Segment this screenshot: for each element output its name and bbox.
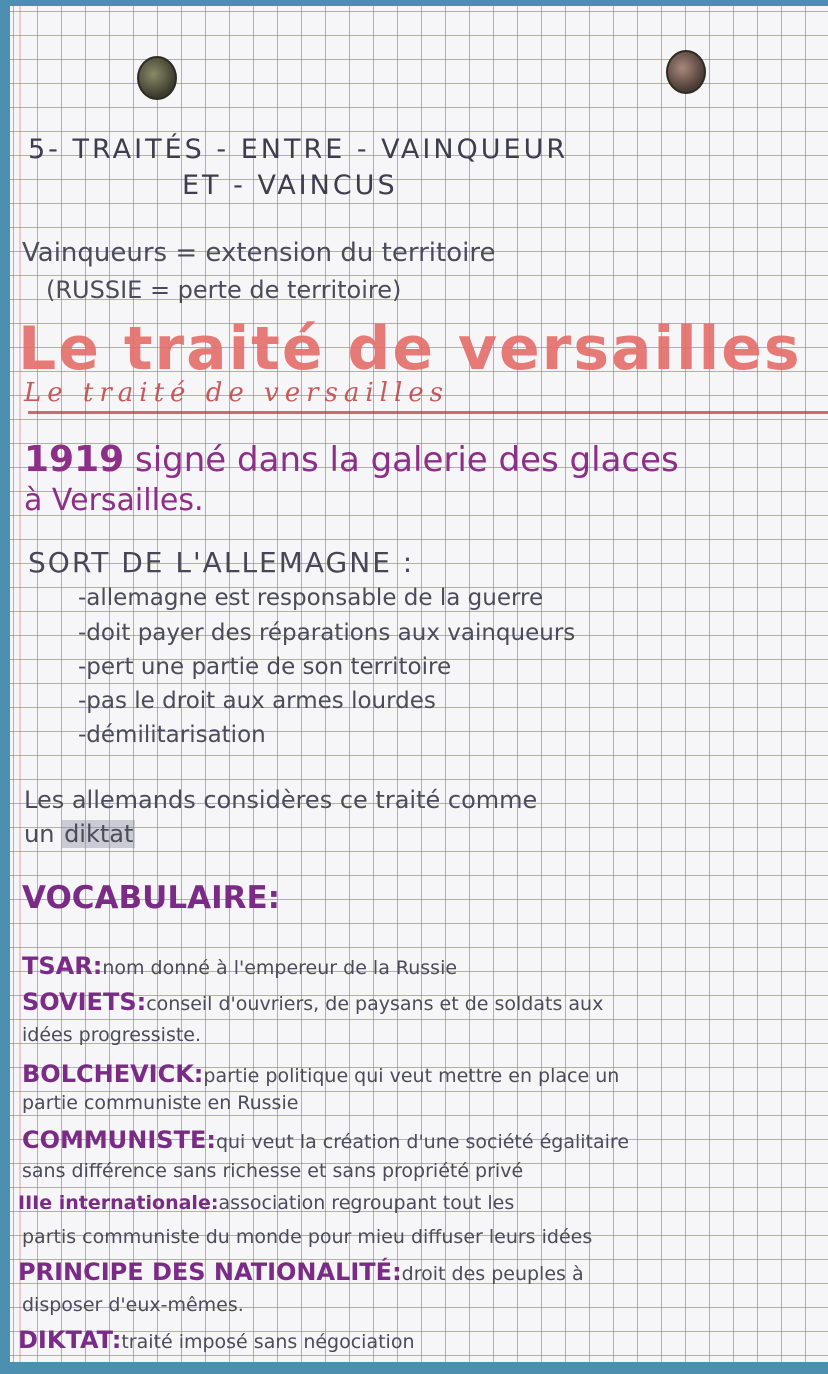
title-line-1 bbox=[28, 134, 568, 165]
title-line-2 bbox=[182, 170, 398, 201]
punch-hole-left bbox=[137, 56, 177, 100]
vocab-term: IIIe internationale: bbox=[18, 1192, 219, 1214]
diktat-note-highlight: diktat bbox=[64, 820, 134, 848]
vocab-term: SOVIETS: bbox=[22, 988, 147, 1016]
vocab-term: DIKTAT: bbox=[18, 1326, 122, 1354]
diktat-note-line-1: Les allemands considères ce traité comme bbox=[24, 786, 538, 814]
vocab-term: BOLCHEVICK: bbox=[22, 1060, 204, 1088]
signed-year: 1919 bbox=[24, 439, 125, 480]
vocab-item-principe-cont: disposer d'eux-mêmes. bbox=[22, 1294, 244, 1316]
vocab-def: conseil d'ouvriers, de paysans et de soldats aux bbox=[146, 993, 604, 1015]
germany-bullet-3: -pert une partie de son territoire bbox=[78, 654, 452, 680]
vocab-item-communiste-cont: sans différence sans richesse et sans propriété privé bbox=[22, 1160, 524, 1182]
heading-versailles: Le traité de versailles bbox=[18, 314, 802, 384]
signed-line-1 bbox=[24, 439, 679, 480]
vocab-item-communiste bbox=[22, 1126, 629, 1154]
notebook-card bbox=[10, 6, 828, 1362]
vocab-def: partie politique qui veut mettre en place un bbox=[203, 1065, 620, 1087]
vocab-def: qui veut la création d'une société égalitaire bbox=[215, 1131, 630, 1153]
signed-text: signé dans la galerie des glaces bbox=[124, 440, 679, 480]
vocab-item-soviets-cont: idées progressiste. bbox=[22, 1024, 202, 1046]
vocab-def: traité imposé sans négociation bbox=[121, 1331, 415, 1353]
diktat-note-prefix: un bbox=[24, 820, 63, 848]
germany-title: SORT DE L'ALLEMAGNE : bbox=[28, 546, 415, 579]
vocab-term: PRINCIPE DES NATIONALITÉ: bbox=[18, 1258, 402, 1286]
intro-line-2: (RUSSIE = perte de territoire) bbox=[46, 276, 402, 304]
vocab-term: TSAR: bbox=[22, 952, 103, 980]
intro-line-1: Vainqueurs = extension du territoire bbox=[22, 238, 496, 268]
germany-bullet-4: -pas le droit aux armes lourdes bbox=[78, 688, 436, 714]
vocab-item-bolchevick-cont: partie communiste en Russie bbox=[22, 1092, 299, 1114]
heading-versailles-underscript: Le traité de versailles bbox=[24, 378, 450, 408]
vocab-title: VOCABULAIRE: bbox=[22, 880, 281, 916]
title-text-1: 5- TRAITÉS - ENTRE - VAINQUEUR bbox=[28, 134, 569, 165]
vocab-term: COMMUNISTE: bbox=[22, 1126, 216, 1154]
diktat-note-line-2 bbox=[24, 820, 135, 848]
heading-underline bbox=[28, 411, 828, 414]
germany-bullet-1: -allemagne est responsable de la guerre bbox=[78, 585, 544, 611]
germany-bullet-5: -démilitarisation bbox=[78, 722, 266, 748]
vocab-item-bolchevick bbox=[22, 1060, 619, 1088]
punch-hole-right bbox=[666, 50, 706, 94]
vocab-def: association regroupant tout les bbox=[218, 1192, 515, 1214]
vocab-def: nom donné à l'empereur de la Russie bbox=[102, 957, 458, 979]
vocab-item-internationale-cont: partis communiste du monde pour mieu diffuser leurs idées bbox=[22, 1226, 593, 1248]
vocab-item-tsar bbox=[22, 952, 457, 980]
vocab-item-diktat bbox=[18, 1326, 415, 1354]
germany-bullet-2: -doit payer des réparations aux vainqueurs bbox=[78, 620, 576, 646]
title-text-2: ET - VAINCUS bbox=[182, 170, 398, 201]
vocab-item-principe bbox=[18, 1258, 584, 1286]
vocab-item-soviets bbox=[22, 988, 603, 1016]
margin-line bbox=[19, 6, 21, 1362]
vocab-def: droit des peuples à bbox=[401, 1263, 584, 1285]
vocab-item-internationale bbox=[18, 1192, 514, 1214]
signed-line-2: à Versailles. bbox=[24, 483, 204, 518]
